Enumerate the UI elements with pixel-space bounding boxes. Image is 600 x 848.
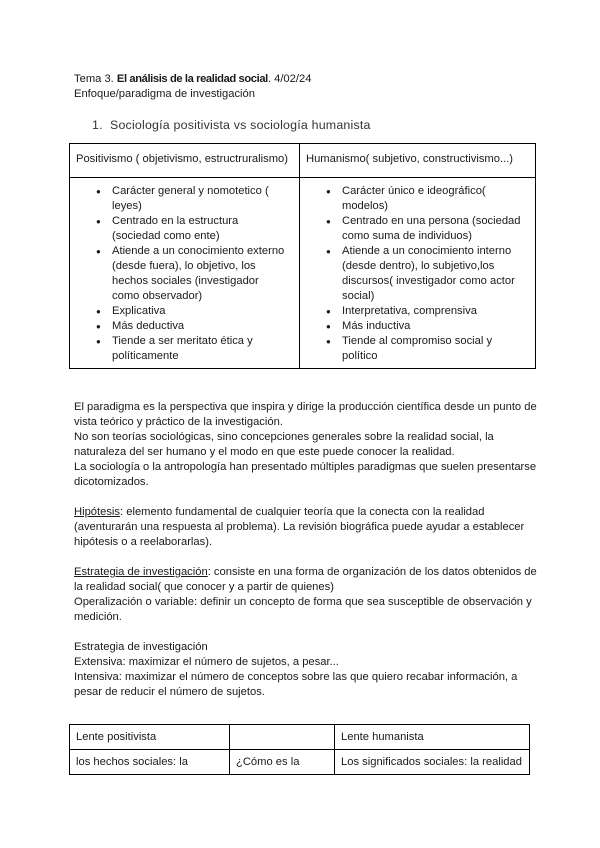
strategy-paragraph: [74, 565, 544, 595]
section-number: 1.: [92, 118, 103, 132]
hypothesis-term: Hipótesis: [74, 506, 121, 518]
table-cell: Los significados sociales: la realidad: [335, 750, 530, 775]
strategy-term: Estrategia de investigación: [74, 566, 208, 578]
positivism-cell: [70, 178, 300, 369]
comparison-table: [69, 143, 536, 369]
topic-title: El análisis de la realidad social: [116, 73, 268, 85]
list-item: ● Carácter único e ideográfico( modelos): [300, 184, 525, 214]
table-cell: Lente positivista: [70, 725, 230, 750]
humanism-cell: [300, 178, 536, 369]
topic-date: . 4/02/24: [267, 73, 312, 85]
hypothesis-text: : elemento fundamental de cualquier teoría que la conecta con la realidad (aventurarán una respuesta al problema). La revisión biográfica puede ayudar a establecer hipótesis o a reelaborarlas).: [74, 506, 525, 548]
body-text: [74, 400, 544, 700]
list-item: ● Tiende al compromiso social y político: [300, 334, 525, 364]
hypothesis-paragraph: [74, 505, 544, 550]
theories-paragraph: No son teorías sociológicas, sino concepciones generales sobre la realidad social, la naturaleza del ser humano y el modo en que este puede conocer la realidad.: [74, 431, 494, 458]
strategy-heading: Estrategia de investigación: [74, 641, 208, 653]
topic-prefix: Tema 3.: [74, 73, 117, 85]
list-item: ● Carácter general y nomotetico ( leyes): [70, 184, 289, 214]
positivism-list: [70, 184, 289, 364]
table-cell: los hechos sociales: la: [70, 750, 230, 775]
table-cell: ¿Cómo es la: [230, 750, 335, 775]
section-heading-text: Sociología positivista vs sociología humanista: [110, 118, 371, 132]
list-item: ● Tiende a ser meritato ética y políticamente: [70, 334, 289, 364]
humanism-list: [300, 184, 525, 364]
positivism-header: Positivismo ( objetivismo, estructruralismo): [70, 144, 300, 178]
list-item: ● Más inductiva: [300, 319, 525, 334]
dichotomy-paragraph: La sociología o la antropología han presentado múltiples paradigmas que suelen presentarse dicotomizados.: [74, 461, 537, 488]
paradigm-paragraph: El paradigma es la perspectiva que inspira y dirige la producción científica desde un punto de vista teórico y práctico de la investigación.: [74, 401, 537, 428]
list-item: ● Más deductiva: [70, 319, 289, 334]
strategy-text: : consiste en una forma de organización de los datos obtenidos de la realidad social( que conocer y a partir de quienes): [74, 566, 537, 593]
list-item: ● Interpretativa, comprensiva: [300, 304, 525, 319]
table-row: [70, 750, 530, 775]
humanism-header: Humanismo( subjetivo, constructivismo...): [300, 144, 536, 178]
list-item: ● Atiende a un conocimiento externo (desde fuera), lo objetivo, los hechos sociales (investigador como observador): [70, 244, 289, 304]
document-subtitle: Enfoque/paradigma de investigación: [74, 88, 255, 100]
list-item: ● Atiende a un conocimiento interno (desde dentro), lo subjetivo,los discursos( investigador como actor social): [300, 244, 525, 304]
topic-title-line: [74, 72, 554, 87]
extensive-paragraph: Extensiva: maximizar el número de sujetos, a pesar...: [74, 656, 339, 668]
document-header: [74, 72, 554, 102]
section-heading: [92, 118, 371, 133]
lens-table: [69, 724, 530, 775]
intensive-paragraph: Intensiva: maximizar el número de conceptos sobre las que quiero recabar información, a pesar de reducir el número de sujetos.: [74, 671, 518, 698]
list-item: ● Centrado en la estructura (sociedad como ente): [70, 214, 289, 244]
list-item: ● Centrado en una persona (sociedad como suma de individuos): [300, 214, 525, 244]
list-item: ● Explicativa: [70, 304, 289, 319]
table-row: [70, 725, 530, 750]
table-cell: [230, 725, 335, 750]
table-cell: Lente humanista: [335, 725, 530, 750]
operalization-paragraph: Operalización o variable: definir un concepto de forma que sea susceptible de observación y medición.: [74, 596, 532, 623]
